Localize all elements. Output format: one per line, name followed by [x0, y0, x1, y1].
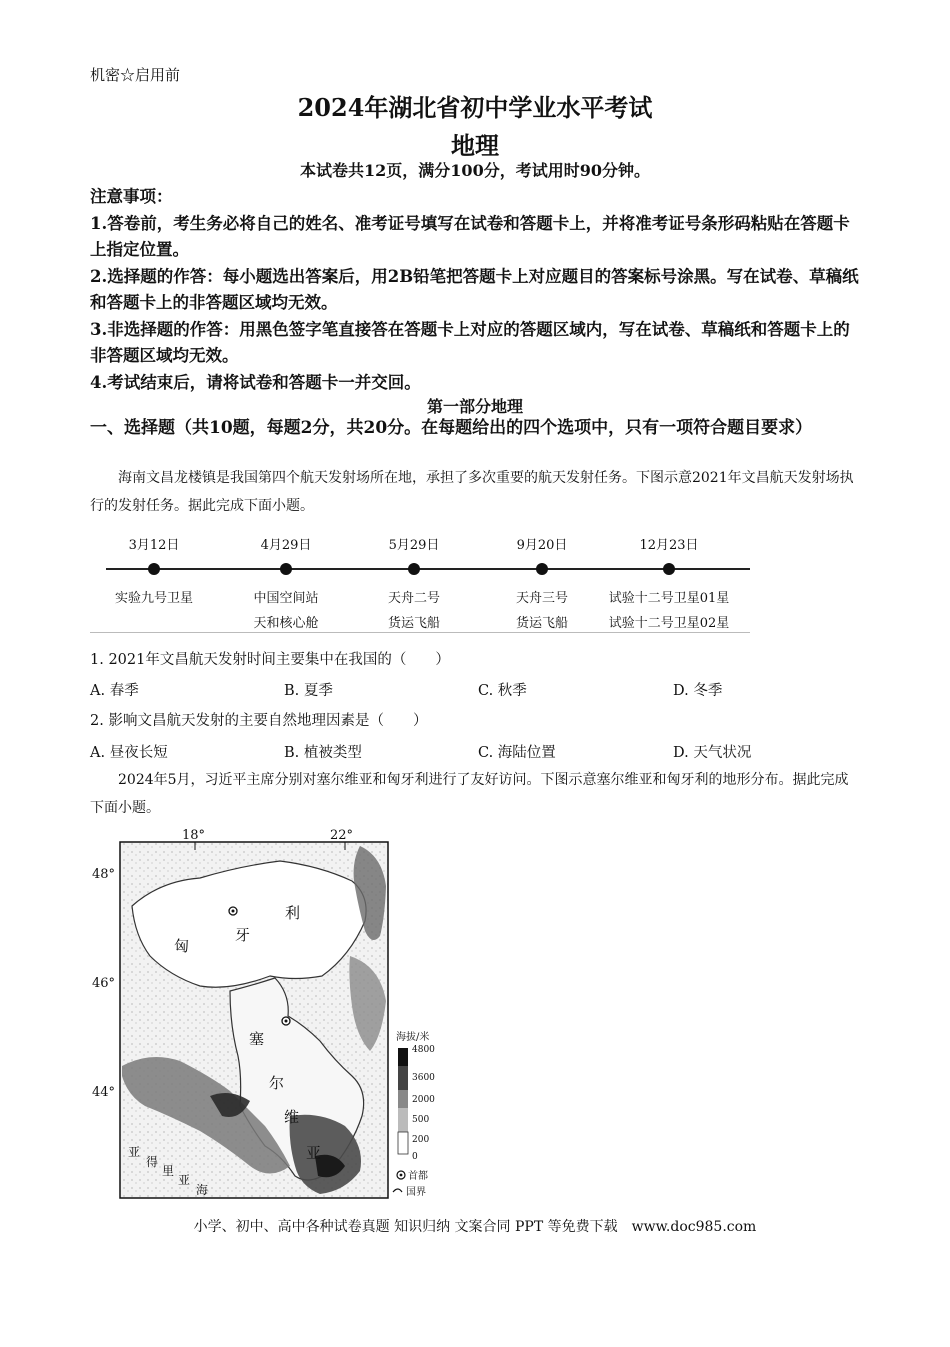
timeline-label: 天舟二号 货运飞船 — [387, 591, 440, 631]
q1-option-d: D. 冬季 — [673, 683, 723, 699]
notes-section — [90, 184, 865, 396]
legend-border-icon — [393, 1189, 402, 1192]
confidential-mark: 机密☆启用前 — [90, 66, 181, 84]
notes-item: 3.非选择题的作答：用黑色签字笔直接答在答题卡上对应的答题区域内，写在试卷、草稿纸和答题卡上的非答题区域均无效。 — [90, 319, 850, 365]
lon-label: 18° — [182, 828, 206, 843]
timeline-label: 中国空间站 天和核心舱 — [253, 591, 319, 631]
exam-title: 2024年湖北省初中学业水平考试 — [297, 93, 653, 122]
terrain-map — [90, 826, 450, 1202]
q2-option-b: B. 植被类型 — [284, 745, 362, 761]
map-label-hungary: 匈 — [174, 937, 190, 955]
timeline-dot — [408, 563, 420, 575]
map-label-sea: 里 — [162, 1164, 175, 1178]
legend-value: 200 — [412, 1135, 430, 1145]
legend-value: 2000 — [412, 1095, 435, 1105]
map-label-serbia: 尔 — [269, 1074, 285, 1092]
lat-label: 44° — [92, 1085, 116, 1100]
q2-option-a: A. 昼夜长短 — [90, 745, 168, 761]
notes-heading: 注意事项： — [90, 187, 173, 206]
legend-value: 0 — [412, 1152, 418, 1162]
legend-border: 国界 — [406, 1187, 426, 1198]
passage-launch: 海南文昌龙楼镇是我国第四个航天发射场所在地，承担了多次重要的航天发射任务。下图示意2021年文昌航天发射场执行的发射任务。据此完成下面小题。 — [90, 470, 854, 514]
map-label-sea: 亚 — [128, 1145, 141, 1159]
timeline-date: 9月20日 — [516, 538, 568, 553]
timeline-dot — [536, 563, 548, 575]
map-label-hungary: 牙 — [235, 926, 251, 944]
timeline-dot — [663, 563, 675, 575]
legend-value: 500 — [412, 1115, 430, 1125]
timeline-date: 4月29日 — [260, 538, 312, 553]
launch-timeline — [90, 528, 750, 634]
lat-label: 46° — [92, 976, 116, 991]
timeline-axis — [106, 568, 750, 570]
map-label-serbia: 塞 — [249, 1030, 265, 1048]
legend-title: 海拔/米 — [396, 1032, 430, 1043]
passage-visit: 2024年5月，习近平主席分别对塞尔维亚和匈牙利进行了友好访问。下图示意塞尔维亚和匈牙利的地形分布。据此完成下面小题。 — [90, 772, 849, 816]
map-label-serbia: 亚 — [306, 1144, 322, 1162]
page-footer: 小学、初中、高中各种试卷真题 知识归纳 文案合同 PPT 等免费下载 www.doc985.com — [193, 1219, 757, 1235]
q1-option-c: C. 秋季 — [478, 683, 527, 699]
exam-subject: 地理 — [451, 131, 499, 160]
legend-capital: 首都 — [408, 1171, 428, 1182]
exam-info: 本试卷共12页，满分100分，考试用时90分钟。 — [300, 161, 650, 180]
legend-value: 4800 — [412, 1045, 435, 1055]
notes-item: 2.选择题的作答：每小题选出答案后，用2B铅笔把答题卡上对应题目的答案标号涂黑。写在试卷、草稿纸和答题卡上的非答题区域均无效。 — [90, 266, 859, 312]
terrain-map-svg — [90, 826, 450, 1202]
timeline-label: 天舟三号 货运飞船 — [515, 591, 568, 631]
q1-option-a: A. 春季 — [90, 683, 139, 699]
timeline-label: 试验十二号卫星01星 试验十二号卫星02星 — [608, 591, 730, 631]
map-label-sea: 海 — [196, 1183, 209, 1197]
q1-option-b: B. 夏季 — [284, 683, 333, 699]
lon-label: 22° — [330, 828, 354, 843]
map-label-sea: 得 — [146, 1155, 159, 1169]
part-title: 第一部分地理 — [426, 397, 523, 416]
section-heading: 一、选择题（共10题，每题2分，共20分。在每题给出的四个选项中，只有一项符合题目要求） — [90, 418, 813, 438]
timeline-label: 实验九号卫星 — [114, 591, 193, 606]
notes-item: 4.考试结束后，请将试卷和答题卡一并交回。 — [90, 372, 421, 392]
question-2-stem: 2. 影响文昌航天发射的主要自然地理因素是（ ） — [90, 713, 428, 729]
timeline-dot — [148, 563, 160, 575]
timeline-date: 5月29日 — [388, 538, 440, 553]
q2-option-d: D. 天气状况 — [673, 745, 752, 761]
notes-item: 1.答卷前，考生务必将自己的姓名、准考证号填写在试卷和答题卡上，并将准考证号条形码粘贴在答题卡上指定位置。 — [90, 213, 850, 259]
timeline-dot — [280, 563, 292, 575]
question-1-stem: 1. 2021年文昌航天发射时间主要集中在我国的（ ） — [90, 652, 450, 668]
map-label-serbia: 维 — [284, 1108, 300, 1126]
map-label-sea: 亚 — [178, 1173, 191, 1187]
timeline-date: 3月12日 — [128, 538, 180, 553]
q2-option-c: C. 海陆位置 — [478, 745, 556, 761]
legend-value: 3600 — [412, 1073, 435, 1083]
lat-label: 48° — [92, 867, 116, 882]
map-label-hungary: 利 — [285, 904, 301, 922]
timeline-date: 12月23日 — [639, 538, 699, 553]
